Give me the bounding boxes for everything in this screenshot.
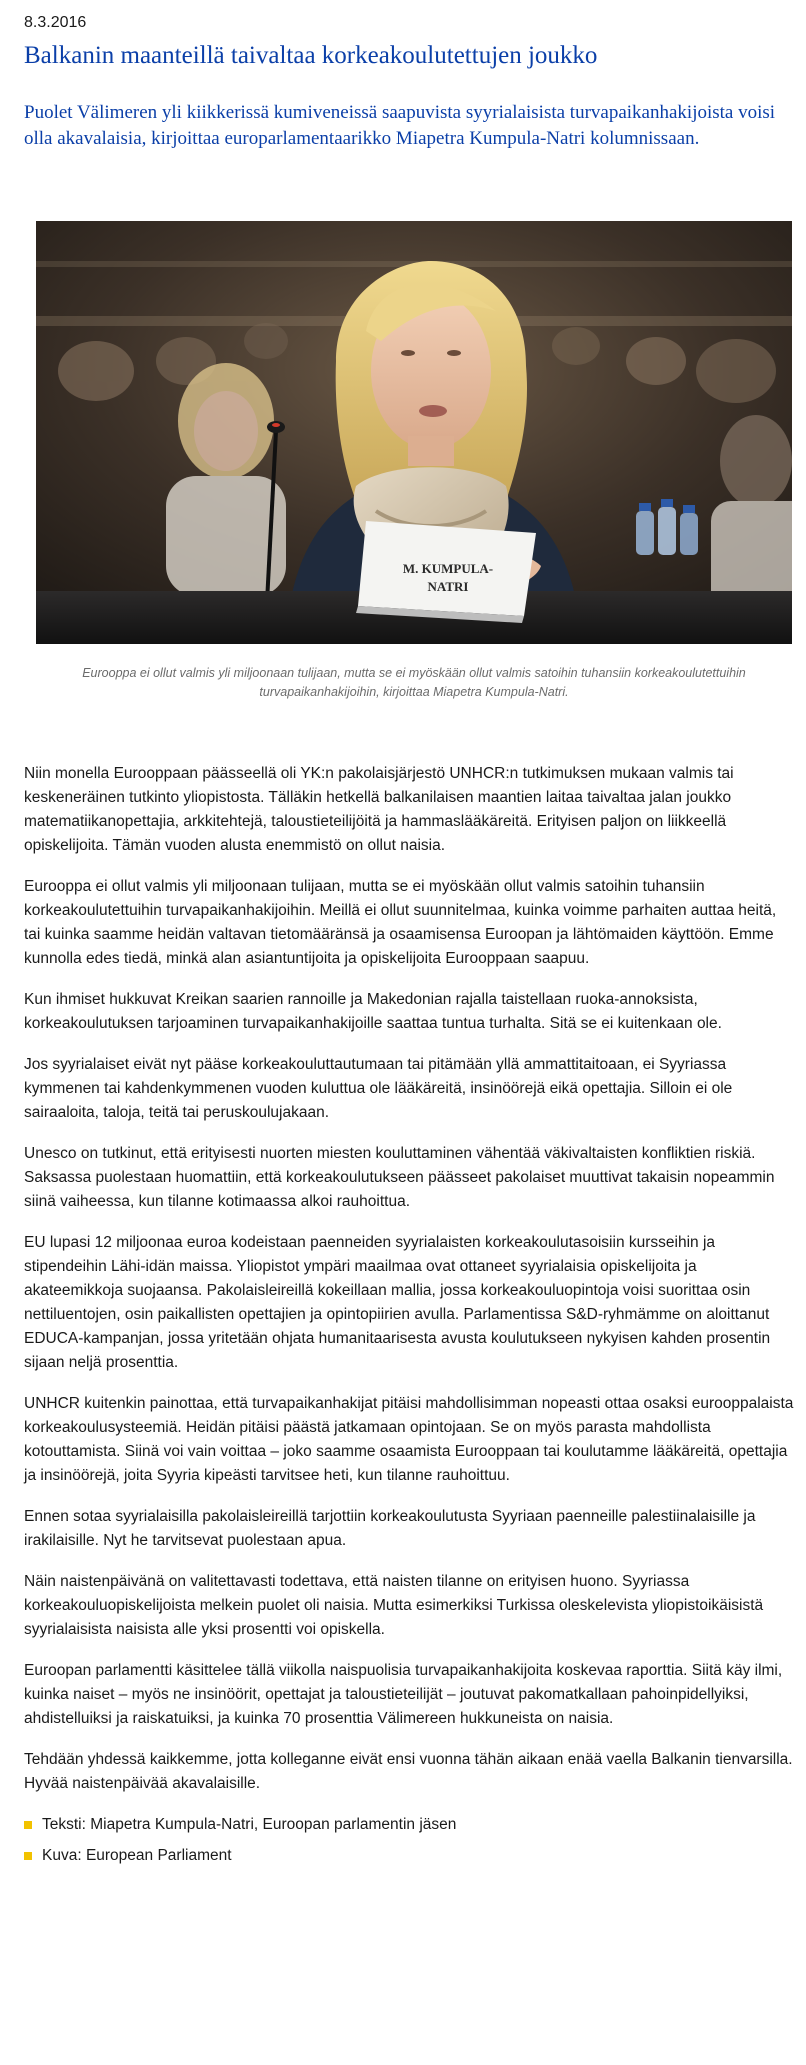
article-body bbox=[24, 762, 794, 1875]
credit-photo: Kuva: European Parliament bbox=[42, 1847, 232, 1864]
credits-list bbox=[24, 1813, 794, 1868]
nameplate bbox=[356, 521, 536, 623]
article-date: 8.3.2016 bbox=[24, 14, 87, 31]
paragraph: Euroopan parlamentti käsittelee tällä viikolla naispuolisia turvapaikanhakijoita koskevaa raporttia. Siitä käy ilmi, kuinka naiset – myös ne insinöörit, opettajat ja taloustieteilijät – joutuvat pakomatkallaan pahoinpidellyiksi, ahdistelluiksi ja raiskatuiksi, ja kuinka 70 prosenttia Välimereen hukkuneista on naisia. bbox=[24, 1662, 783, 1727]
article-photo bbox=[36, 221, 792, 644]
credit-item bbox=[24, 1813, 794, 1837]
paragraph: Ennen sotaa syyrialaisilla pakolaisleireillä tarjottiin korkeakoulutusta Syyriaan paenneille palestiinalaisille ja irakilaisille. Nyt he tarvitsevat puolestaan apua. bbox=[24, 1508, 756, 1549]
paragraph: Unesco on tutkinut, että erityisesti nuorten miesten kouluttaminen vähentää väkivaltaisten konfliktien riskiä. Saksassa puolestaan huomattiin, että korkeakoulutukseen päässeet pakolaiset muuttivat takaisin nopeammin siinä vaiheessa, kun tilanne kotimaassa alkoi rauhoittua. bbox=[24, 1145, 775, 1210]
paragraph: Kun ihmiset hukkuvat Kreikan saarien rannoille ja Makedonian rajalla taistellaan ruoka-annoksista, korkeakoulutuksen tarjoaminen turvapaikanhakijoille saattaa tuntua turhalta. Sitä se ei kuitenkaan ole. bbox=[24, 991, 722, 1032]
credit-text: Teksti: Miapetra Kumpula-Natri, Euroopan parlamentin jäsen bbox=[42, 1816, 457, 1833]
paragraph: UNHCR kuitenkin painottaa, että turvapaikanhakijat pitäisi mahdollisimman nopeasti ottaa osaksi eurooppalaista korkeakoulusysteemiä. Heidän pitäisi päästä jatkamaan opintojaan. Se on myös parasta mahdollista kotouttamista. Siinä voi vain voittaa – joko saamme osaamista Eurooppaan tai koulutamme lääkäreitä, opettajia ja insinöörejä, joita Syyria kipeästi tarvitsee heti, kun tilanne rauhoittuu. bbox=[24, 1395, 794, 1484]
credit-item bbox=[24, 1844, 794, 1868]
article-title: Balkanin maanteillä taivaltaa korkeakoulutettujen joukko bbox=[24, 42, 598, 69]
photo-caption: Eurooppa ei ollut valmis yli miljoonaan tulijaan, mutta se ei myöskään ollut valmis satoihin tuhansiin korkeakoulutettuihin turvapaikanhakijoihin, kirjoittaa Miapetra Kumpula-Natri. bbox=[82, 666, 746, 699]
paragraph: Tehdään yhdessä kaikkemme, jotta kolleganne eivät ensi vuonna tähän aikaan enää vaella Balkanin tienvarsilla. Hyvää naistenpäivää akavalaisille. bbox=[24, 1751, 793, 1792]
paragraph: Niin monella Eurooppaan päässeellä oli YK:n pakolaisjärjestö UNHCR:n tutkimuksen mukaan valmis tai keskeneräinen tutkinto yliopistosta. Tälläkin hetkellä balkanilaisen maantien laitaa taivaltaa jalan joukko matematiikanopettajia, arkkitehtejä, taloustieteilijöitä ja hammaslääkäreitä. Erityisen paljon on liikkeellä opiskelijoita. Tämän vuoden alusta enemmistö on ollut naisia. bbox=[24, 765, 734, 854]
nameplate-line-1: M. KUMPULA- bbox=[402, 561, 494, 576]
photo-illustration bbox=[36, 221, 792, 644]
paragraph: EU lupasi 12 miljoonaa euroa kodeistaan paenneiden syyrialaisten korkeakoulutasoisiin kursseihin ja stipendeihin Lähi-idän maissa. Yliopistot ympäri maailmaa ovat ottaneet syyrialaisia opiskelijoita ja akateemikkoja suojaansa. Pakolaisleireillä kokeillaan mallia, jossa korkeakouluopintoja voisi suorittaa osin nettiluentojen, osin paikallisten opettajien ja opintopiirien avulla. Parlamentissa S&D-ryhmämme on aloittanut EDUCA-kampanjan, jossa yritetään ohjata humanitaarisesta avusta koulutukseen nykyisen kahden prosentin sijaan neljä prosenttia. bbox=[24, 1234, 771, 1371]
paragraph: Eurooppa ei ollut valmis yli miljoonaan tulijaan, mutta se ei myöskään ollut valmis satoihin tuhansiin korkeakoulutettuihin turvapaikanhakijoihin. Meillä ei ollut suunnitelmaa, kuinka voimme parhaiten auttaa heitä, tai kuinka saamme heidän valtavan tietomääränsä ja osaamisensa Euroopan ja lähtömaiden käyttöön. Emme kunnolla edes tiedä, minkä alan asiantuntijoita ja opiskelijoita Eurooppaan saapuu. bbox=[24, 878, 777, 967]
nameplate-line-2: NATRI bbox=[427, 579, 469, 594]
water-bottles bbox=[636, 499, 698, 555]
article-lead: Puolet Välimeren yli kiikkerissä kumiveneissä saapuvista syyrialaisista turvapaikanhakijoista voisi olla akavalaisia, kirjoittaa europarlamentaarikko Miapetra Kumpula-Natri kolumnissaan. bbox=[24, 102, 776, 149]
paragraph: Näin naistenpäivänä on valitettavasti todettava, että naisten tilanne on erityisen huono. Syyriassa korkeakouluopiskelijoista melkein puolet oli naisia. Mutta esimerkiksi Turkissa oleskelevista yliopistoikäisistä syyrialaisista naisista alle yksi prosentti voi opiskella. bbox=[24, 1573, 764, 1638]
bullet-square-icon bbox=[24, 1821, 32, 1829]
paragraph: Jos syyrialaiset eivät nyt pääse korkeakouluttautumaan tai pitämään yllä ammattitaitoaan, ei Syyriassa kymmenen tai kahdenkymmenen vuoden kuluttua ole lääkäreitä, insinöörejä eikä opettajia. Silloin ei ole sairaaloita, taloja, teitä tai peruskoulujakaan. bbox=[24, 1056, 733, 1121]
bullet-square-icon bbox=[24, 1852, 32, 1860]
